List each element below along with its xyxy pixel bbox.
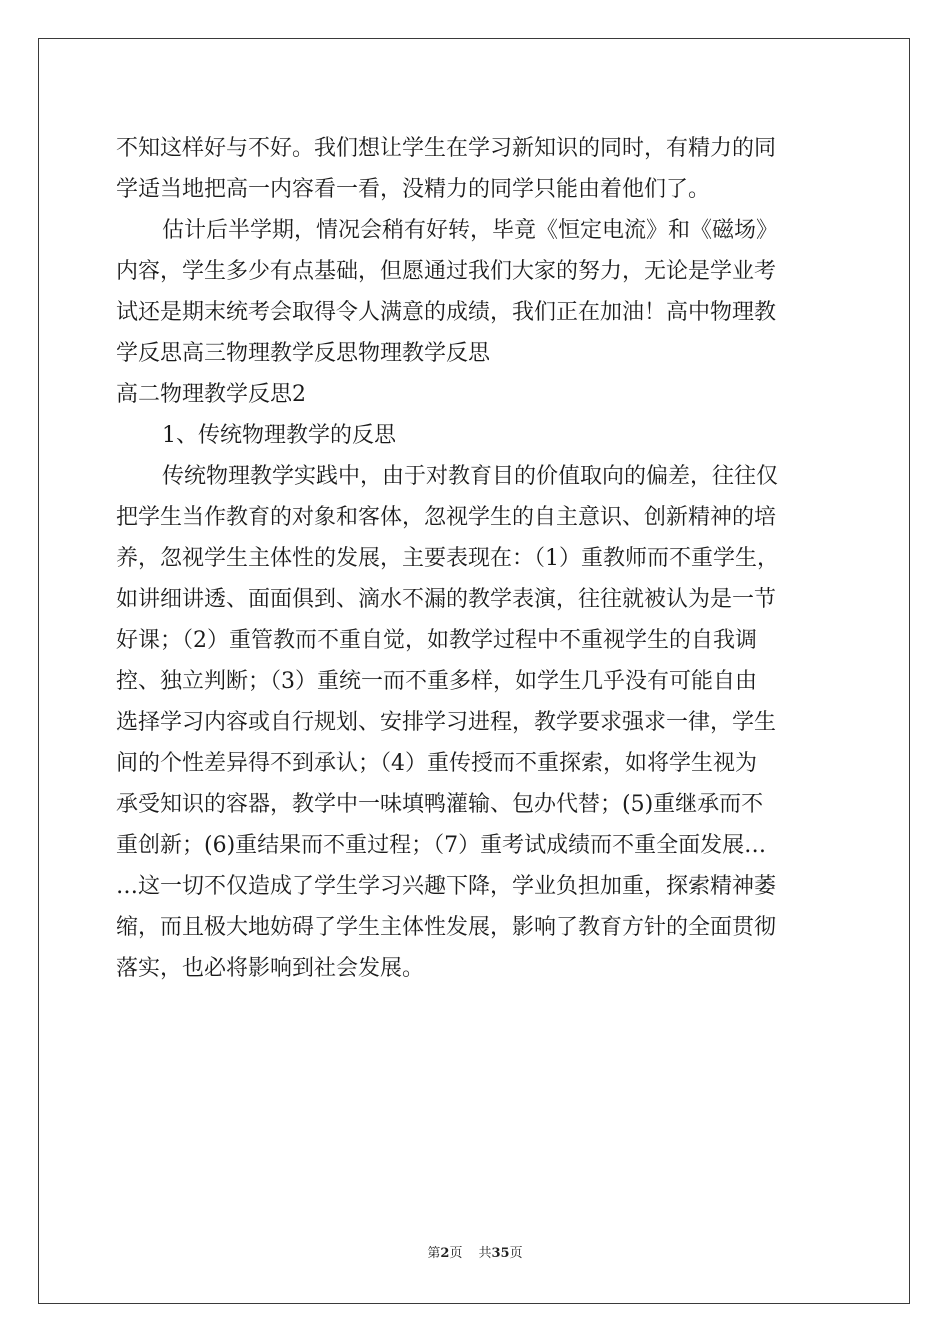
- text-line: 把学生当作教育的对象和客体，忽视学生的自主意识、创新精神的培: [116, 505, 777, 530]
- page-footer: [0, 1245, 950, 1263]
- page-suffix: 页: [449, 1246, 463, 1261]
- section-heading: 高二物理教学反思2: [116, 382, 306, 407]
- text-line: 内容，学生多少有点基础，但愿通过我们大家的努力，无论是学业考: [116, 259, 777, 284]
- text-line: 缩，而且极大地妨碍了学生主体性发展，影响了教育方针的全面贯彻: [116, 915, 777, 940]
- page-prefix: 第: [427, 1246, 441, 1261]
- text-line: 如讲细讲透、面面俱到、滴水不漏的教学表演，往往就被认为是一节: [116, 587, 777, 612]
- paragraph-start: 估计后半学期，情况会稍有好转，毕竟《恒定电流》和《磁场》: [162, 218, 779, 243]
- paragraph-start: 传统物理教学实践中，由于对教育目的价值取向的偏差，往往仅: [162, 464, 779, 489]
- text-line: 学适当地把高一内容看一看，没精力的同学只能由着他们了。: [116, 177, 711, 202]
- text-line: 不知这样好与不好。我们想让学生在学习新知识的同时，有精力的同: [116, 136, 777, 161]
- text-line: 重创新；(6)重结果而不重过程；（7）重考试成绩而不重全面发展…: [116, 833, 767, 858]
- document-body: [116, 128, 834, 989]
- total-pages: 35: [491, 1246, 510, 1261]
- text-line: 试还是期末统考会取得令人满意的成绩，我们正在加油！高中物理教: [116, 300, 777, 325]
- text-line: 好课；（2）重管教而不重自觉，如教学过程中不重视学生的自我调: [116, 628, 757, 653]
- subsection-heading: 1、传统物理教学的反思: [162, 423, 396, 448]
- text-line: 承受知识的容器，教学中一味填鸭灌输、包办代替；(5)重继承而不: [116, 792, 764, 817]
- page-number: 2: [440, 1246, 450, 1261]
- total-prefix: 共: [478, 1246, 492, 1261]
- text-line: …这一切不仅造成了学生学习兴趣下降，学业负担加重，探索精神萎: [116, 874, 777, 899]
- text-line: 学反思高三物理教学反思物理教学反思: [116, 341, 491, 366]
- text-line: 落实，也必将影响到社会发展。: [116, 956, 425, 981]
- text-line: 养，忽视学生主体性的发展，主要表现在：（1）重教师而不重学生，: [116, 546, 779, 571]
- text-line: 选择学习内容或自行规划、安排学习进程，教学要求强求一律，学生: [116, 710, 777, 735]
- text-line: 间的个性差异得不到承认；（4）重传授而不重探索，如将学生视为: [116, 751, 757, 776]
- total-suffix: 页: [509, 1246, 523, 1261]
- text-line: 控、独立判断；（3）重统一而不重多样，如学生几乎没有可能自由: [116, 669, 757, 694]
